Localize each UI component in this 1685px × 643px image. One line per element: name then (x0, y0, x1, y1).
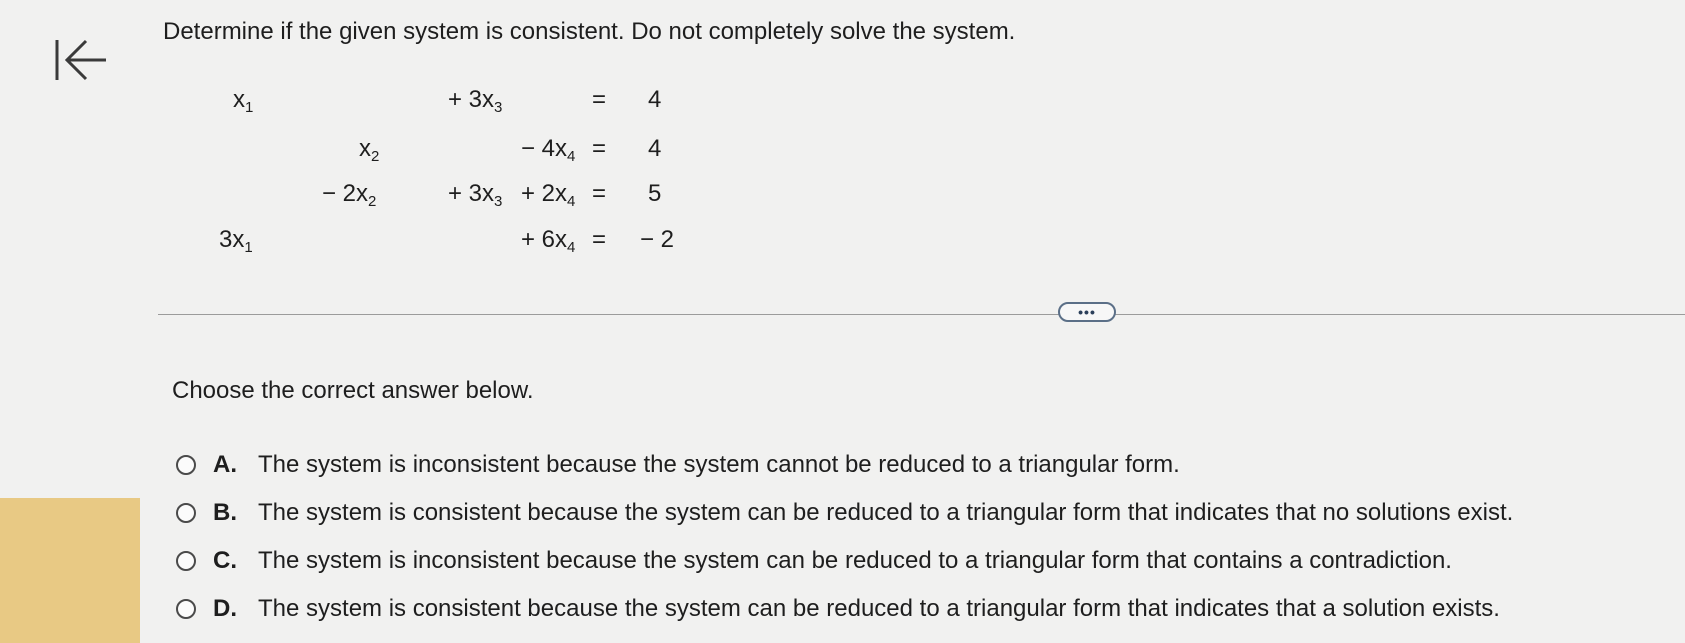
section-divider (158, 314, 1685, 315)
option-b[interactable] (176, 496, 1513, 530)
answer-prompt: Choose the correct answer below. (172, 377, 534, 404)
option-a[interactable] (176, 448, 1180, 482)
r3-equals: = (592, 180, 607, 207)
r2-rhs: 4 (648, 135, 662, 162)
r4-equals: = (592, 226, 607, 253)
option-c-radio[interactable] (176, 551, 196, 571)
option-c-text: The system is inconsistent because the system can be reduced to a triangular form that contains a contradiction. (258, 547, 1452, 574)
more-button[interactable]: ••• (1058, 302, 1116, 322)
option-d[interactable] (176, 592, 1500, 626)
option-a-radio[interactable] (176, 455, 196, 475)
r4-rhs: − 2 (640, 226, 675, 253)
r3-rhs: 5 (648, 180, 662, 207)
option-b-radio[interactable] (176, 503, 196, 523)
option-d-letter: D. (213, 595, 237, 622)
r1-rhs: 4 (648, 86, 662, 113)
option-d-radio[interactable] (176, 599, 196, 619)
r2-equals: = (592, 135, 607, 162)
arrow-left-to-bar-icon (48, 34, 110, 86)
r1-equals: = (592, 86, 607, 113)
r2-x4-term: − $4x_4$ (521, 135, 576, 165)
r3-x3-term: + $3x_3$ (448, 180, 503, 210)
r4-x4-term: + $6x_4$ (521, 226, 576, 256)
option-b-text: The system is consistent because the system can be reduced to a triangular form that indicates that no solutions exist. (258, 499, 1514, 526)
option-a-text: The system is inconsistent because the system cannot be reduced to a triangular form. (258, 451, 1180, 478)
option-c[interactable] (176, 544, 1452, 578)
r4-x1-term: $3x_1$ (219, 226, 253, 256)
left-panel-highlight (0, 498, 140, 643)
r1-x3-term: + $3x_3$ (448, 86, 503, 116)
r1-x1-term: $x_1$ (233, 86, 254, 116)
r3-x4-term: + $2x_4$ (521, 180, 576, 210)
question-text: Determine if the given system is consistent. Do not completely solve the system. (163, 18, 1016, 45)
option-b-letter: B. (213, 499, 237, 526)
option-c-letter: C. (213, 547, 237, 574)
first-question-button[interactable] (48, 34, 110, 86)
r2-x2-term: $x_2$ (359, 135, 380, 165)
r3-x2-term: − $2x_2$ (322, 180, 377, 210)
option-a-letter: A. (213, 451, 237, 478)
option-d-text: The system is consistent because the system can be reduced to a triangular form that indicates that a solution exists. (258, 595, 1500, 622)
